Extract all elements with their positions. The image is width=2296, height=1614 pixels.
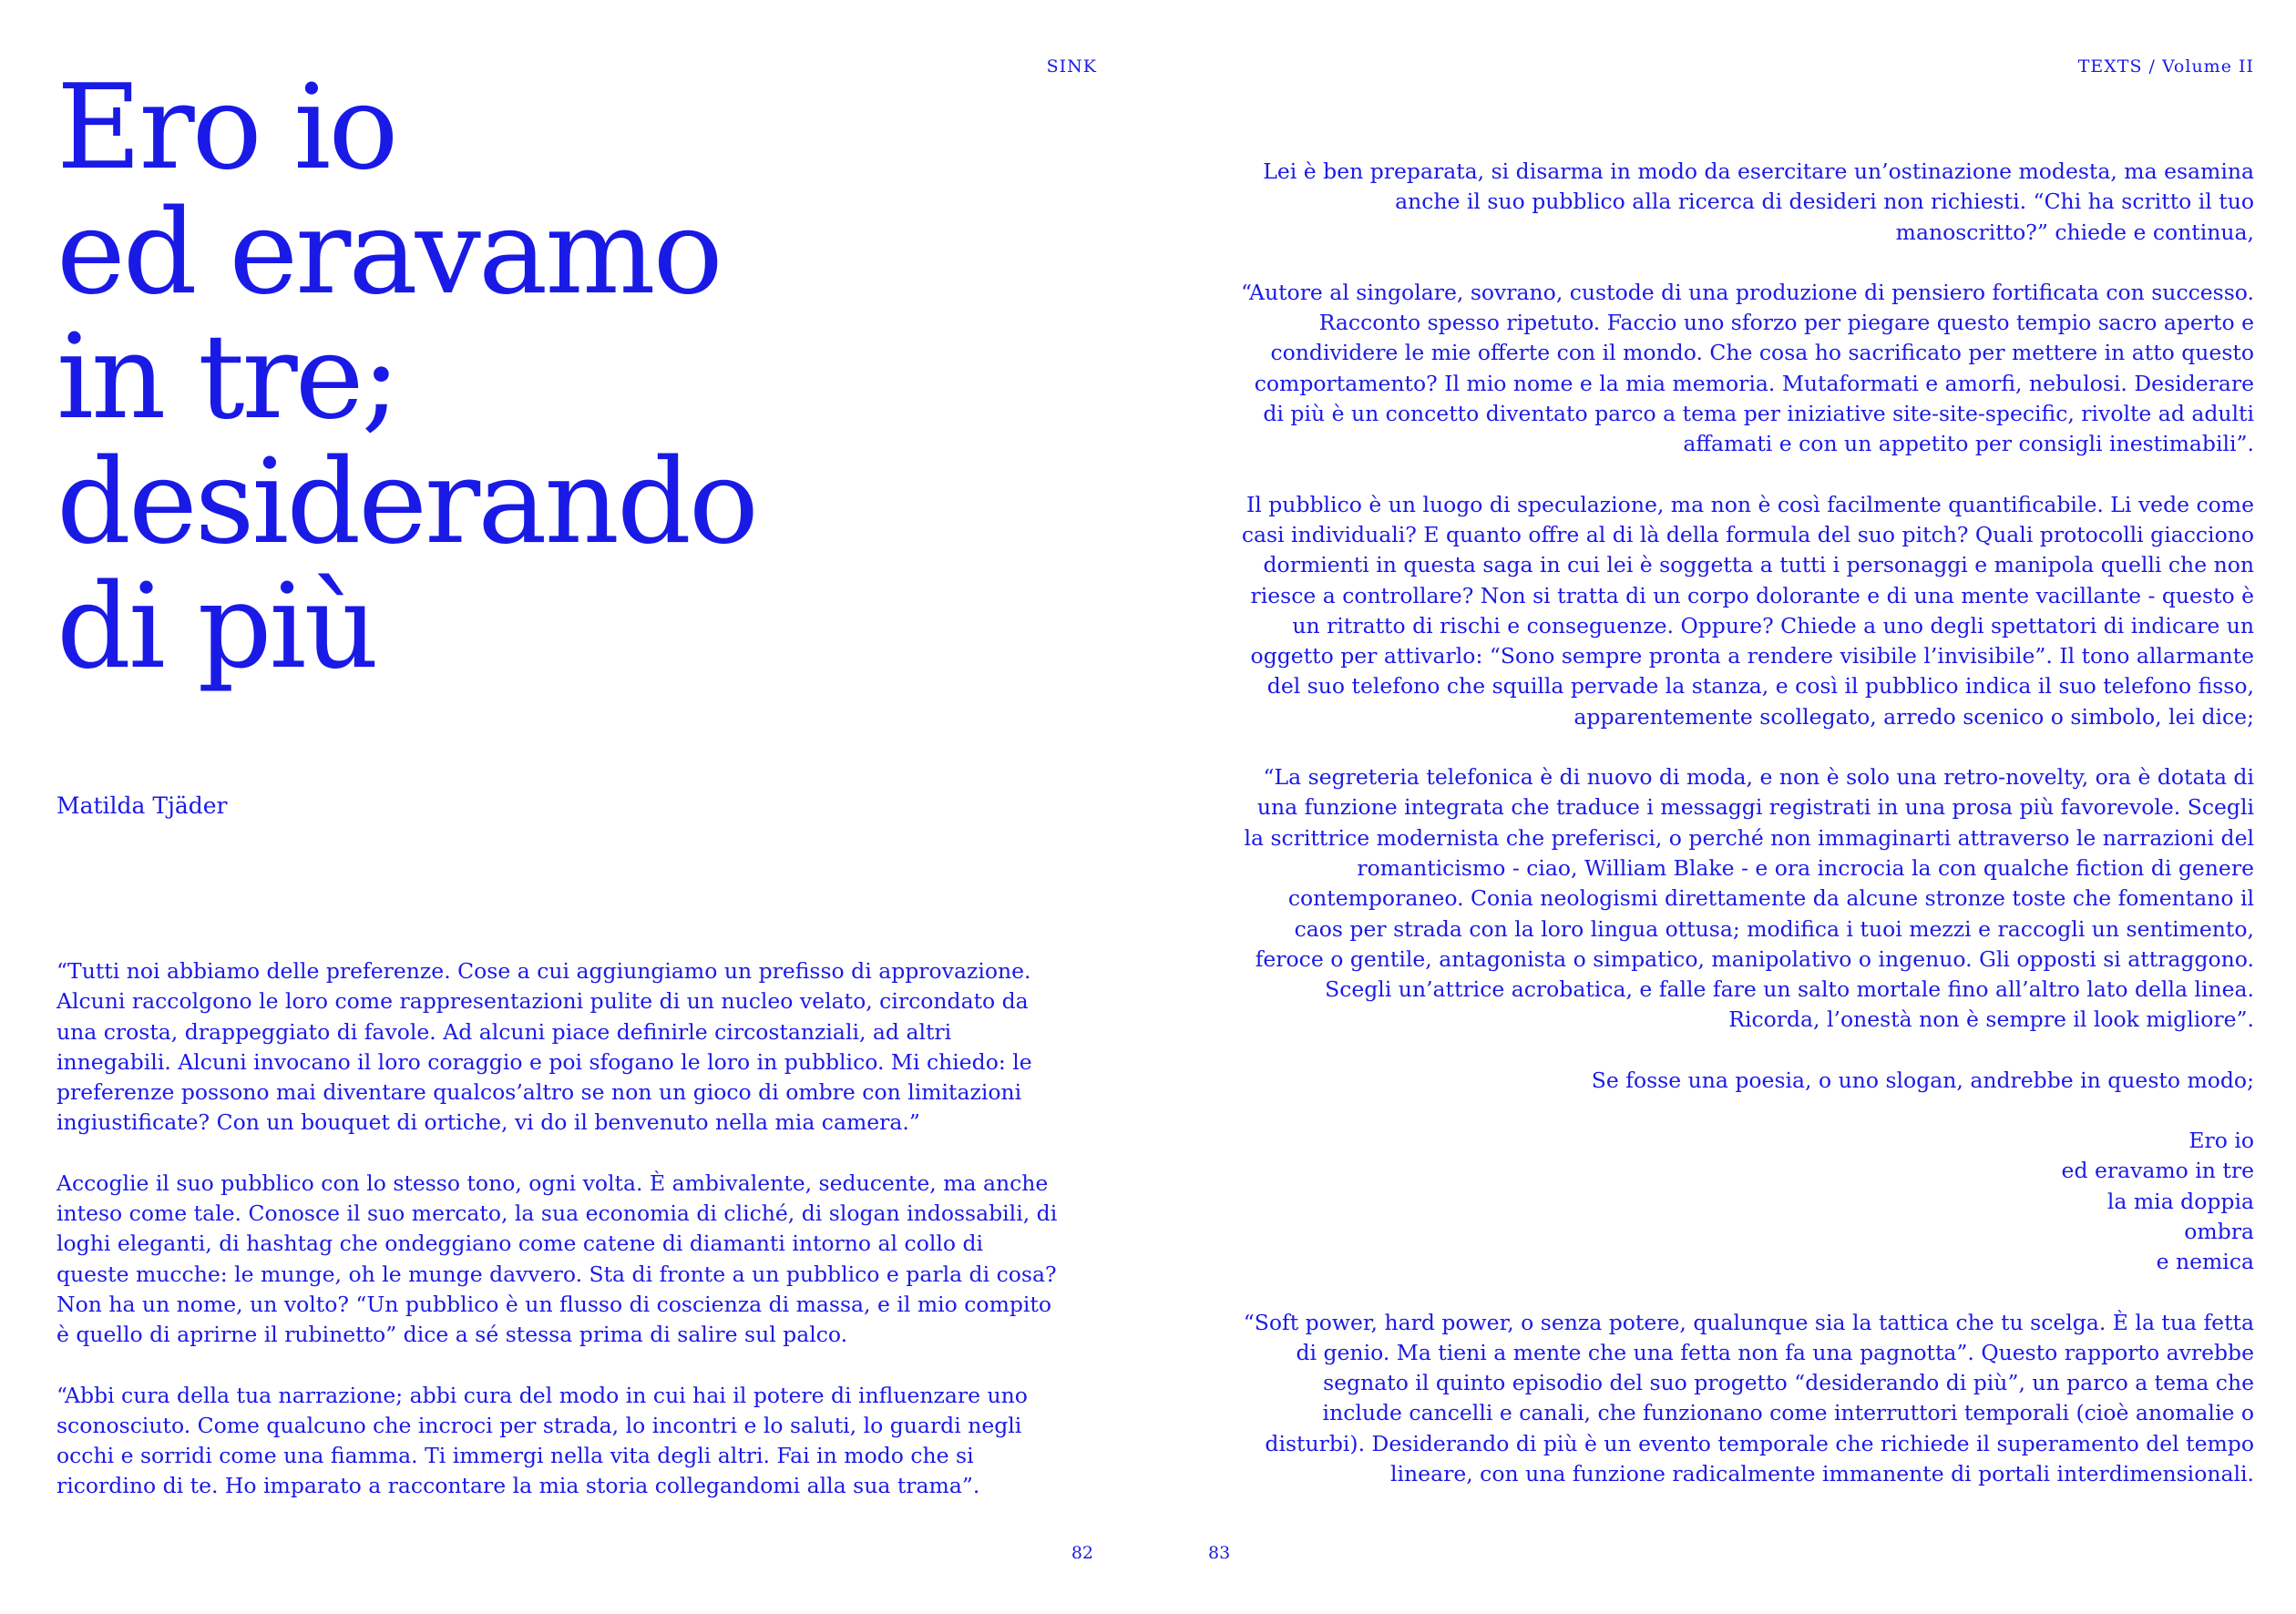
- article-title: [56, 60, 756, 695]
- paragraph: “Autore al singolare, sovrano, custode di una produzione di pensiero fortificata con successo. Racconto spesso ripetuto. Faccio uno sforzo per piegare questo tempio sacro aperto e condividere le mie offerte con il mondo. Che cosa ho sacrificato per mettere in atto questo comportamento? Il mio nome e la mia memoria. Mutaformati e amorfi, nebulosi. Desiderare di più è un concetto diventato parco a tema per iniziative site-site-specific, rivolte ad adulti affamati e con un appetito per consigli inestimabili”.: [1241, 279, 2254, 457]
- author-name: Matilda Tjäder: [56, 792, 228, 819]
- paragraph: “Tutti noi abbiamo delle preferenze. Cose a cui aggiungiamo un prefisso di approvazione. Alcuni raccolgono le loro come rappresentazioni pulite di un nucleo velato, circondato da una crosta, drappeggiato di favole. Ad alcuni piace definirle circostanziali, ad altri innegabili. Alcuni invocano il loro coraggio e poi sfogano le loro in pubblico. Mi chiedo: le preferenze possono mai diventare qualcos’altro se non un gioco di ombre con limitazioni ingiustificate? Con un bouquet di ortiche, vi do il benvenuto nella mia camera.”: [56, 958, 1032, 1136]
- title-line: in tre;: [56, 310, 398, 445]
- paragraph: Accoglie il suo pubblico con lo stesso tono, ogni volta. È ambivalente, seducente, ma anche inteso come tale. Conosce il suo mercato, la sua economia di cliché, di slogan indossabili, di loghi eleganti, di hashtag che ondeggiano come catene di diamanti intorno al collo di queste mucche: le munge, oh le munge davvero. Sta di fronte a un pubblico e parla di cosa? Non ha un nome, un volto? “Un pubblico è un flusso di coscienza di massa, e il mio compito è quello di aprirne il rubinetto” dice a sé stessa prima di salire sul palco.: [56, 1170, 1058, 1348]
- running-head-right: TEXTS / Volume II: [2077, 56, 2254, 77]
- paragraph: “La segreteria telefonica è di nuovo di moda, e non è solo una retro-novelty, ora è dotata di una funzione integrata che traduce i messaggi registrati in una prosa più favorevole. Scegli la scrittrice modernista che preferisci, o perché non immaginarti attraverso le narrazioni del romanticismo - ciao, William Blake - e ora incrocia la con qualche fiction di genere contemporaneo. Conia neologismi direttamente da alcune stronze toste che fomentano il caos per strada con la loro lingua ottusa; modifica i tuoi mezzi e raccogli un sentimento, feroce o gentile, antagonista o simpatico, manipolativo o ingenuo. Gli opposti si attraggono. Scegli un’attrice acrobatica, e falle fare un salto mortale fino all’altro lato della linea. Ricorda, l’onestà non è sempre il look migliore”.: [1244, 764, 2254, 1033]
- title-line: ed eravamo: [56, 185, 721, 321]
- paragraph: Lei è ben preparata, si disarma in modo da esercitare un’ostinazione modesta, ma esamina anche il suo pubblico alla ricerca di desideri non richiesti. “Chi ha scritto il tuo manoscritto?” chiede e continua,: [1263, 158, 2254, 245]
- page-number-right: 83: [1208, 1543, 1231, 1563]
- paragraph: “Abbi cura della tua narrazione; abbi cura del modo in cui hai il potere di influenzare uno sconosciuto. Come qualcuno che incroci per strada, lo incontri e lo saluti, lo guardi negli occhi e sorridi come una fiamma. Ti immergi nella vita degli altri. Fai in modo che si ricordino di te. Ho imparato a raccontare la mia storia collegandomi alla sua trama”.: [56, 1382, 1028, 1499]
- title-line: Ero io: [56, 60, 396, 196]
- poem-line: ombra: [2184, 1218, 2254, 1244]
- body-text-left: [56, 956, 1059, 1532]
- poem: [1239, 1126, 2254, 1277]
- poem-line: ed eravamo in tre: [2061, 1158, 2254, 1184]
- paragraph: Il pubblico è un luogo di speculazione, ma non è così facilmente quantificabile. Li vede come casi individuali? E quanto offre al di là della formula del suo pitch? Quali protocolli giacciono dormienti in questa saga in cui lei è soggetta a tutti i personaggi e manipola quelli che non riesce a controllare? Non si tratta di un corpo dolorante e di una mente vacillante - questo è un ritratto di rischi e conseguenze. Oppure? Chiede a uno degli spettatori di indicare un oggetto per attivarlo: “Sono sempre pronta a rendere visibile l’invisibile”. Il tono allarmante del suo telefono che squilla pervade la stanza, e così il pubblico indica il suo telefono fisso, apparentemente scollegato, arredo scenico o simbolo, lei dice;: [1241, 491, 2254, 730]
- page-number-left: 82: [1071, 1543, 1093, 1563]
- poem-line: e nemica: [2156, 1249, 2254, 1275]
- right-page: [1148, 0, 2296, 1614]
- title-line: desiderando: [56, 434, 756, 570]
- paragraph: Se fosse una poesia, o uno slogan, andrebbe in questo modo;: [1591, 1067, 2254, 1093]
- title-line: di più: [56, 559, 376, 695]
- poem-line: Ero io: [2188, 1128, 2254, 1154]
- running-head-left: SINK: [1046, 56, 1097, 77]
- paragraph: “Soft power, hard power, o senza potere, qualunque sia la tattica che tu scelga. È la tua fetta di genio. Ma tieni a mente che una fetta non fa una pagnotta”. Questo rapporto avrebbe segnato il quinto episodio del suo progetto “desiderando di più”, un parco a tema che include cancelli e canali, che funzionano come interruttori temporali (cioè anomalie o disturbi). Desiderando di più è un evento temporale che richiede il superamento del tempo lineare, con una funzione radicalmente immanente di portali interdimensionali.: [1243, 1309, 2254, 1486]
- poem-line: la mia doppia: [2106, 1188, 2254, 1214]
- body-text-right: [1239, 157, 2254, 1519]
